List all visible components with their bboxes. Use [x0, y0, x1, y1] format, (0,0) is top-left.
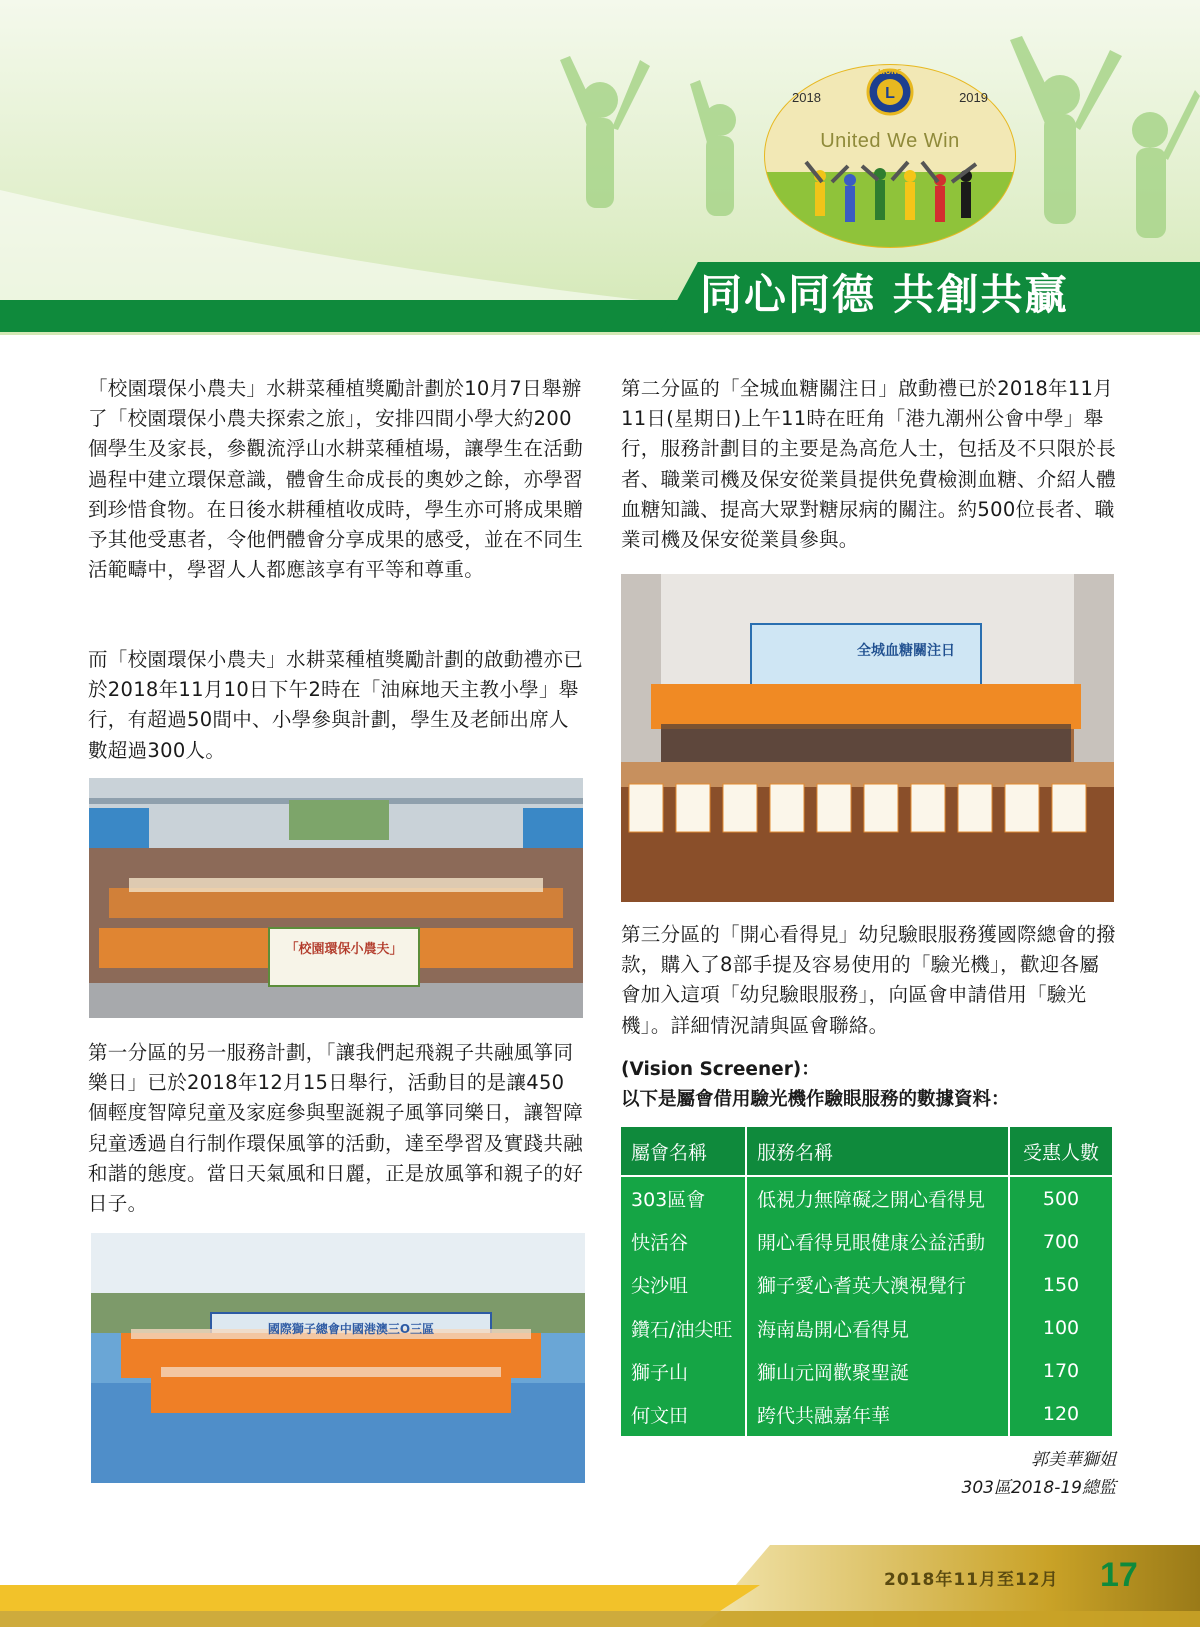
table-header-row	[621, 1127, 1112, 1176]
logo-motto: United We Win	[820, 130, 960, 152]
table-cell-club: 鑽石/油尖旺	[621, 1307, 746, 1350]
right-paragraph-1: 第二分區的「全城血糖關注日」啟動禮已於2018年11月11日(星期日)上午11時在旺角「港九潮州公會中學」舉行，服務計劃目的主要是為高危人士，包括及不只限於長者、職業司機及保安從業員提供免費檢測血糖、介紹人體血糖知識、提高大眾對糖尿病的關注。約500位長者、職業司機及保安從業員參與。	[621, 377, 1117, 552]
vision-screener-title: (Vision Screener)：	[621, 1059, 820, 1080]
left-paragraph-3: 第一分區的另一服務計劃，「讓我們起飛親子共融風箏同樂日」已於2018年12月15日舉行，活動目的是讓450個輕度智障兒童及家庭參與聖誕親子風箏同樂日，讓智障兒童透過自行制作環保風箏的活動，達至學習及實踐共融和諧的態度。當日天氣風和日麗，正是放風箏和親子的好日子。	[88, 1041, 584, 1216]
photo-blood-sugar-stage	[621, 574, 1114, 902]
table-row	[621, 1350, 1112, 1393]
table-cell-club: 獅子山	[621, 1350, 746, 1393]
vision-screener-heading	[621, 1055, 1121, 1115]
table-header-club: 屬會名稱	[621, 1127, 746, 1176]
table-cell-count: 500	[1042, 1187, 1080, 1210]
left-paragraph-2: 而「校園環保小農夫」水耕菜種植獎勵計劃的啟動禮亦已於2018年11月10日下午2時在「油麻地天主教小學」舉行，有超過50間中、小學參與計劃，學生及老師出席人數超過300人。	[88, 648, 584, 762]
footer-date: 2018年11月至12月	[884, 1570, 1059, 1590]
logo-year-start: 2018	[792, 90, 821, 105]
photo-kite-graphic	[91, 1233, 585, 1483]
photo-school-graphic	[89, 778, 583, 1018]
signature-name: 郭美華獅姐	[1031, 1450, 1116, 1470]
vision-screener-subtitle: 以下是屬會借用驗光機作驗眼服務的數據資料：	[621, 1089, 1010, 1110]
logo-year-end: 2019	[959, 90, 988, 105]
table-row	[621, 1393, 1112, 1436]
signature-role: 303區2018-19總監	[961, 1478, 1116, 1498]
table-cell-count: 150	[1042, 1273, 1080, 1296]
table-cell-count: 700	[1042, 1230, 1080, 1253]
page-title: 同心同德 共創共贏	[700, 270, 1069, 319]
table-row	[621, 1176, 1112, 1220]
photo-stage-graphic	[621, 574, 1114, 902]
photo-kite-banner: 國際獅子總會中國港澳三O三區	[267, 1322, 435, 1336]
table-row	[621, 1263, 1112, 1306]
table-cell-club: 303區會	[621, 1176, 746, 1220]
table-cell-count: 120	[1042, 1403, 1080, 1426]
right-paragraph-2: 第三分區的「開心看得見」幼兒驗眼服務獲國際總會的撥款，購入了8部手提及容易使用的「驗光機」，歡迎各屬會加入這項「幼兒驗眼服務」，向區會申請借用「驗光機」。詳細情況請與區會聯絡。	[621, 923, 1117, 1037]
page-number: 17	[1100, 1556, 1138, 1594]
table-cell-service: 低視力無障礙之開心看得見	[746, 1176, 1009, 1220]
table-row	[621, 1220, 1112, 1263]
signature-block	[962, 1446, 1116, 1502]
table-cell-count: 170	[1042, 1360, 1080, 1383]
logo-badge-text: LIONS	[878, 68, 902, 76]
table-cell-club: 尖沙咀	[621, 1263, 746, 1306]
table-row	[621, 1307, 1112, 1350]
photo-kite-day	[91, 1233, 585, 1483]
svg-text:L: L	[885, 85, 895, 102]
table-cell-service: 獅子愛心耆英大澳視覺行	[746, 1263, 1009, 1306]
table-cell-service: 跨代共融嘉年華	[746, 1393, 1009, 1436]
united-we-win-logo	[762, 62, 1018, 250]
table-header-beneficiaries: 受惠人數	[1009, 1127, 1112, 1176]
table-cell-service: 開心看得見眼健康公益活動	[746, 1220, 1009, 1263]
table-cell-service: 獅山元岡歡聚聖誕	[746, 1350, 1009, 1393]
photo-school-banner: 「校園環保小農夫」	[285, 942, 403, 957]
table-cell-service: 海南島開心看得見	[746, 1307, 1009, 1350]
left-paragraph-1: 「校園環保小農夫」水耕菜種植獎勵計劃於10月7日舉辦了「校園環保小農夫探索之旅」，安排四間小學大約200個學生及家長，參觀流浮山水耕菜種植場，讓學生在活動過程中建立環保意識，體會生命成長的奧妙之餘，亦學習到珍惜食物。在日後水耕種植收成時，學生亦可將成果贈予其他受惠者，令他們體會分享成果的感受，並在不同生活範疇中，學習人人都應該享有平等和尊重。	[88, 377, 584, 582]
table-cell-club: 何文田	[621, 1393, 746, 1436]
photo-school-event	[89, 778, 583, 1018]
table-cell-count: 100	[1042, 1317, 1080, 1340]
table-cell-club: 快活谷	[621, 1220, 746, 1263]
photo-stage-banner: 全城血糖關注日	[857, 643, 955, 659]
table-header-service: 服務名稱	[746, 1127, 1009, 1176]
vision-service-table	[621, 1127, 1112, 1436]
